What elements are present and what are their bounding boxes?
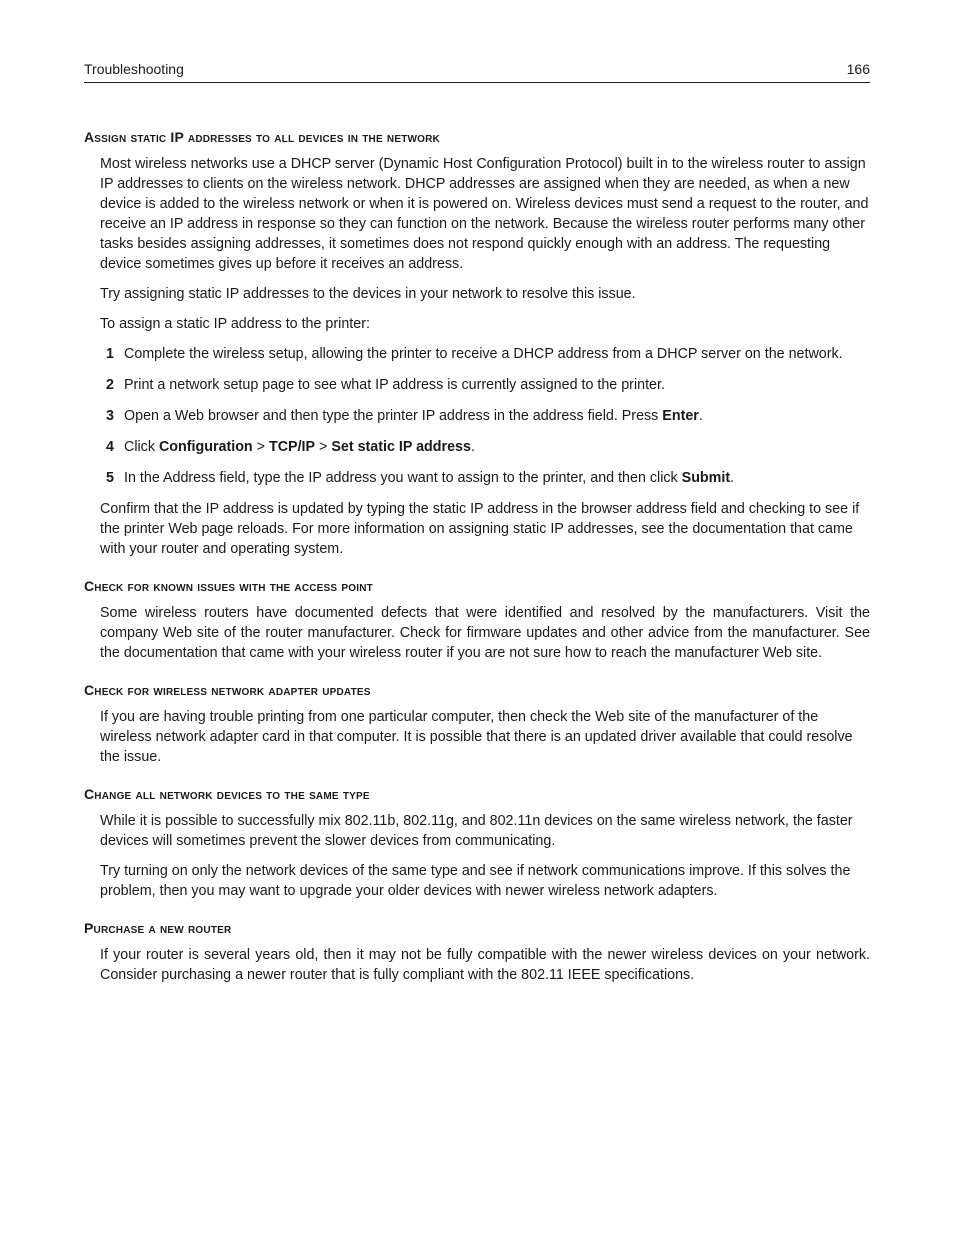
step-number: 2 [106, 377, 114, 393]
section-paragraph: If you are having trouble printing from one particular computer, then check the Web site of the manufacturer of the wireless network adapter card in that computer. It is possible that there is an updated driver available that could resolve the issue. [100, 709, 853, 765]
section-paragraph: To assign a static IP address to the printer: [100, 316, 370, 332]
step-text: In the Address field, type the IP address you want to assign to the printer, and then click [124, 470, 682, 486]
step-item [100, 344, 870, 364]
step-item [100, 406, 870, 426]
step-number: 5 [106, 470, 114, 486]
step-item [100, 437, 870, 457]
section-heading-new-router: Purchase a new router [84, 920, 232, 936]
menu-path-configuration: Configuration [158, 439, 253, 455]
step-text: Open a Web browser and then type the printer IP address in the address field. Press [124, 408, 663, 424]
step-text: Click [124, 439, 159, 455]
step-number: 3 [106, 408, 114, 424]
section-paragraph: Try assigning static IP addresses to the devices in your network to resolve this issue. [100, 286, 636, 302]
step-item [100, 468, 870, 488]
step-text-end: . [698, 408, 703, 424]
page-content [84, 120, 870, 995]
step-text: Complete the wireless setup, allowing the printer to receive a DHCP address from a DHCP server on the network. [124, 346, 843, 362]
section-heading-assign-static-ip: Assign static IP addresses to all devices in the network [84, 129, 440, 145]
section-paragraph: Some wireless routers have documented defects that were identified and resolved by the manufacturers. Visit the company Web site of the router manufacturer. Check for firmware updates and other advice from the manufacturer. See the documentation that came with your wireless router if you are not sure how to reach the manufacturer Web site. [100, 605, 870, 661]
step-keyword: Submit [681, 470, 731, 486]
steps-list [100, 344, 870, 488]
section-paragraph: Try turning on only the network devices of the same type and see if network communications improve. If this solves the problem, then you may want to upgrade your older devices with newer wireless network adapters. [100, 863, 851, 899]
menu-path-separator: > [315, 439, 332, 455]
menu-path-tcpip: TCP/IP [268, 439, 316, 455]
step-keyword: Enter [662, 408, 699, 424]
running-header-title: Troubleshooting [84, 61, 184, 77]
section-paragraph: Confirm that the IP address is updated by typing the static IP address in the browser address field and checking to see if the printer Web page reloads. For more information on assigning static IP addresses, see the documentation that came with your router and operating system. [100, 501, 860, 557]
menu-path-set-static-ip: Set static IP address [331, 439, 471, 455]
section-heading-adapter-updates: Check for wireless network adapter updates [84, 682, 371, 698]
step-text-end: . [470, 439, 475, 455]
step-number: 1 [106, 346, 114, 362]
section-heading-known-issues: Check for known issues with the access point [84, 578, 373, 594]
page-header [84, 60, 870, 83]
section-paragraph: While it is possible to successfully mix 802.11b, 802.11g, and 802.11n devices on the same wireless network, the faster devices will sometimes prevent the slower devices from communicating. [100, 813, 853, 849]
step-number: 4 [106, 439, 114, 455]
section-paragraph: If your router is several years old, then it may not be fully compatible with the newer wireless devices on your network. Consider purchasing a newer router that is fully compliant with the 802.11 IEEE specifications. [100, 947, 870, 983]
step-item [100, 375, 870, 395]
menu-path-separator: > [252, 439, 269, 455]
page-number: 166 [846, 61, 870, 77]
step-text: Print a network setup page to see what IP address is currently assigned to the printer. [124, 377, 665, 393]
section-heading-same-type: Change all network devices to the same type [84, 786, 370, 802]
section-paragraph: Most wireless networks use a DHCP server (Dynamic Host Configuration Protocol) built in to the wireless router to assign IP addresses to clients on the wireless network. DHCP addresses are assigned when they are needed, as when a new device is added to the wireless network or when it is powered on. Wireless devices must send a request to the router, and receive an IP address in response so they can function on the network. Because the wireless router performs many other tasks besides assigning addresses, it sometimes does not respond quickly enough with an address. The requesting device sometimes gives up before it receives an address. [100, 156, 869, 272]
step-text-end: . [730, 470, 735, 486]
